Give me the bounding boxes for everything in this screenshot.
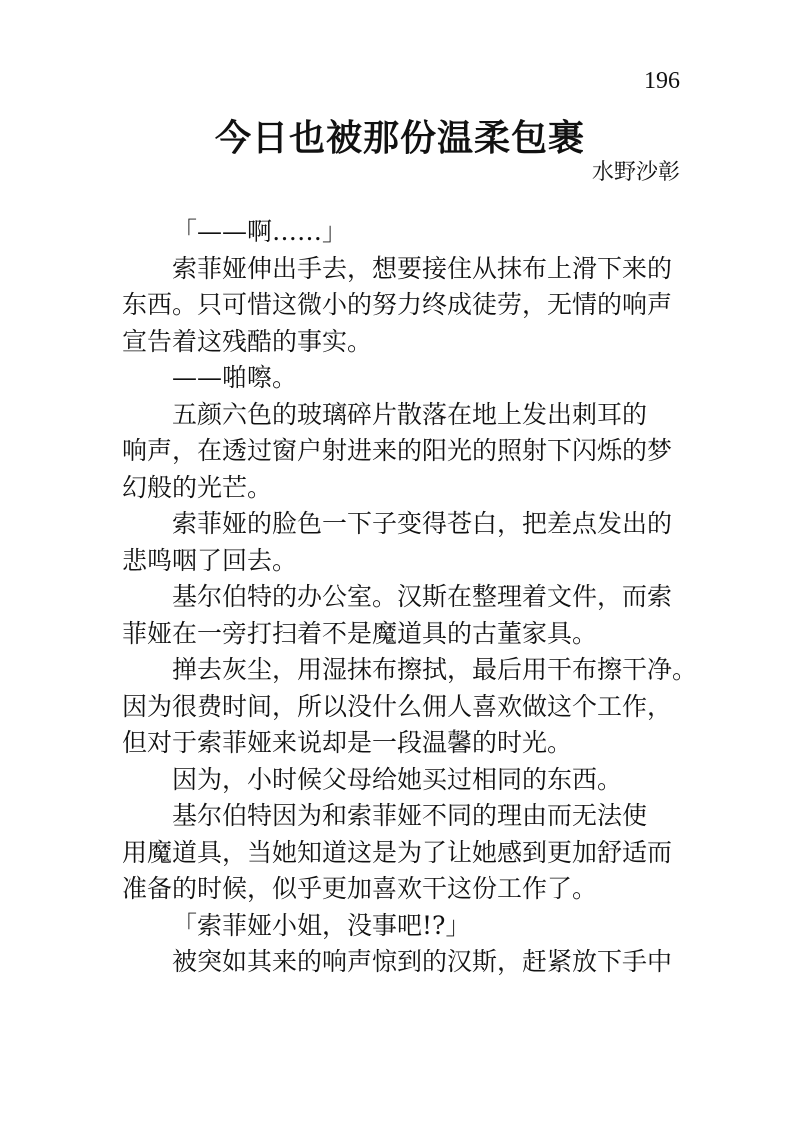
text-line: 「——啊……」	[172, 217, 348, 246]
chapter-title: 今日也被那份温柔包裹	[214, 117, 585, 159]
text-line: 基尔伯特的办公室。汉斯在整理着文件，而索	[172, 582, 673, 611]
text-line: 菲娅在一旁打扫着不是魔道具的古董家具。	[122, 618, 598, 648]
text-line: 因为很费时间，所以没什么佣人喜欢做这个工作，	[122, 691, 673, 721]
text-line: 宣告着这残酷的事实。	[122, 326, 373, 356]
text-line: ——啪嚓。	[172, 363, 298, 392]
page-number: 196	[644, 68, 680, 94]
text-line: 响声，在透过窗户射进来的阳光的照射下闪烁的梦	[122, 436, 673, 465]
text-line: 因为，小时候父母给她买过相同的东西。	[172, 764, 623, 794]
text-line: 悲鸣咽了回去。	[122, 545, 298, 575]
text-line: 掸去灰尘，用湿抹布擦拭，最后用干布擦干净。	[172, 655, 698, 684]
text-line: 「索菲娅小姐，没事吧!?」	[172, 910, 471, 940]
text-line: 索菲娅伸出手去，想要接住从抹布上滑下来的	[172, 253, 673, 283]
text-line: 基尔伯特因为和索菲娅不同的理由而无法使	[172, 801, 648, 830]
text-line: 准备的时候，似乎更加喜欢干这份工作了。	[122, 874, 598, 903]
text-line: 五颜六色的玻璃碎片散落在地上发出刺耳的	[172, 399, 648, 429]
text-line: 但对于索菲娅来说却是一段温馨的时光。	[122, 728, 573, 757]
body-text	[122, 214, 698, 981]
text-line: 用魔道具，当她知道这是为了让她感到更加舒适而	[122, 837, 673, 867]
text-line: 索菲娅的脸色一下子变得苍白，把差点发出的	[172, 509, 673, 538]
author-name: 水野沙彰	[591, 160, 680, 185]
text-line: 被突如其来的响声惊到的汉斯，赶紧放下手中	[172, 947, 673, 976]
text-line: 幻般的光芒。	[122, 472, 273, 502]
text-line: 东西。只可惜这微小的努力终成徒劳，无情的响声	[122, 290, 673, 319]
